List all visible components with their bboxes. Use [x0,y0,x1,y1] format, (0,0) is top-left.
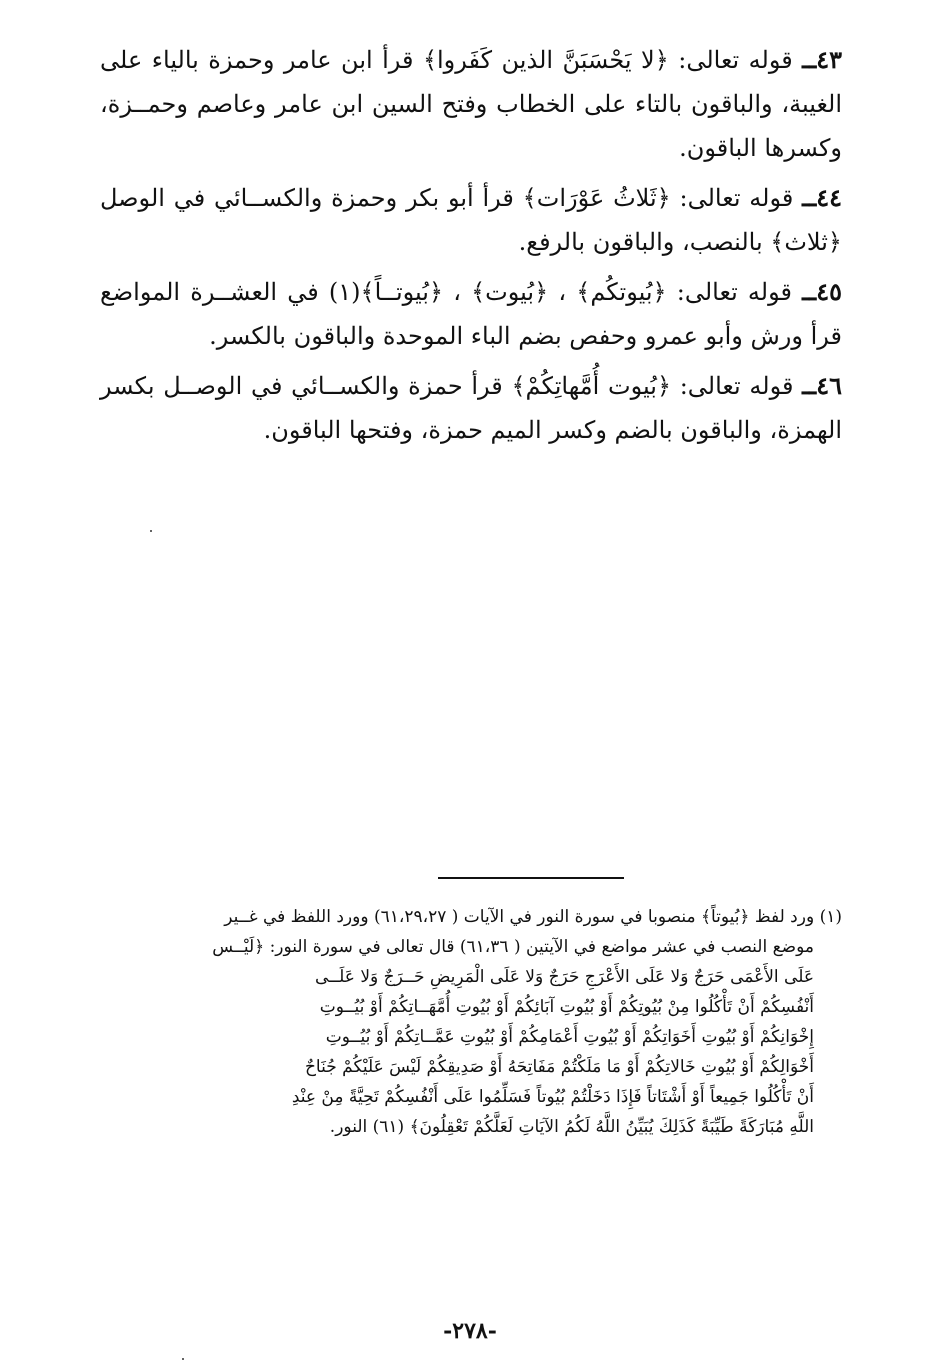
footnote-line: أَخْوَالِكُمْ أَوْ بُيُوتِ خَالاتِكُمْ أَوْ مَا مَلَكْتُمْ مَفَاتِحَهُ أَوْ صَدِيقِكُمْ لَيْسَ عَلَيْكُمْ جُنَاحٌ [304,1057,814,1077]
footnote-line: عَلَى الأَعْمَى حَرَجٌ وَلا عَلَى الأَعْرَجِ حَرَجٌ وَلا عَلَى الْمَرِيضِ حَــرَجٌ وَلا عَلَــى [315,967,814,987]
entry-text: قوله تعالى: ﴿بُيوتكُم﴾ ، ﴿بُيوت﴾ ، ﴿بُيوتــاً﴾(١) في العشــرة المواضع قرأ ورش وأبو عمرو وحفص بضم الباء الموحدة والباقون بالكسر. [100,278,842,350]
page-number: -٢٧٨- [443,1318,497,1344]
entry-number: ٤٤ــ [802,183,842,212]
scan-speck [182,1358,184,1360]
scan-speck [150,530,152,532]
footnote-line: أَنْ تَأْكُلُوا جَمِيعاً أَوْ أَشْتَاتاً فَإِذَا دَخَلْتُمْ بُيُوتاً فَسَلِّمُوا عَلَى أَنْفُسِكُمْ تَحِيَّةً مِنْ عِنْدِ [291,1087,814,1107]
entry-43 [100,38,842,170]
footnote-line: موضع النصب في عشر مواضع في الآيتين ( ٦١،٣٦) قال تعالى في سورة النور: ﴿لَيْــس [212,937,814,957]
footnote-line: إِخْوَانِكُمْ أَوْ بُيُوتِ أَخَوَاتِكُمْ أَوْ بُيُوتِ أَعْمَامِكُمْ أَوْ بُيُوتِ عَمَّــاتِكُمْ أَوْ بُيُــوتِ [325,1027,814,1047]
footnote-line: (١) ورد لفظ ﴿بُيوتاً﴾ منصوبا في سورة النور في الآيات ( ٦١،٢٩،٢٧) وورد اللفظ في غــير [224,907,842,927]
entry-44 [100,176,842,264]
entry-number: ٤٥ــ [802,277,842,306]
footnote-separator [438,877,624,879]
entry-text: قوله تعالى: ﴿بُيوت أُمَّهاتِكُمْ﴾ قرأ حمزة والكســائي في الوصــل بكسر الهمزة، والباقون بالضم وكسر الميم حمزة، وفتحها الباقون. [100,372,842,444]
footnote-line: أَنْفُسِكُمْ أَنْ تَأْكُلُوا مِنْ بُيُوتِكُمْ أَوْ بُيُوتِ آبَائِكُمْ أَوْ بُيُوتِ أُمَّهَــاتِكُمْ أَوْ بُيُــوتِ [319,997,814,1017]
entry-46 [100,364,842,452]
entry-text: قوله تعالى: ﴿ثَلاثُ عَوْرَات﴾ قرأ أبو بكر وحمزة والكســائي في الوصل ﴿ثلاث﴾ بالنصب، والباقون بالرفع. [100,184,842,256]
footnote [100,902,842,1142]
footnote-line: اللَّهِ مُبَارَكَةً طَيِّبَةً كَذَلِكَ يُبَيِّنُ اللَّهُ لَكُمُ الآيَاتِ لَعَلَّكُمْ تَعْقِلُونَ﴾ (٦١) النور. [329,1117,814,1137]
main-text [100,38,842,458]
entry-number: ٤٣ــ [802,45,842,74]
entry-45 [100,270,842,358]
entry-text: قوله تعالى: ﴿لا يَحْسَبَنَّ الذين كَفَروا﴾ قرأ ابن عامر وحمزة بالياء على الغيبة، والباقون بالتاء على الخطاب وفتح السين ابن عامر وعاصم وحمــزة، وكسرها الباقون. [100,46,842,162]
entry-number: ٤٦ــ [802,371,842,400]
